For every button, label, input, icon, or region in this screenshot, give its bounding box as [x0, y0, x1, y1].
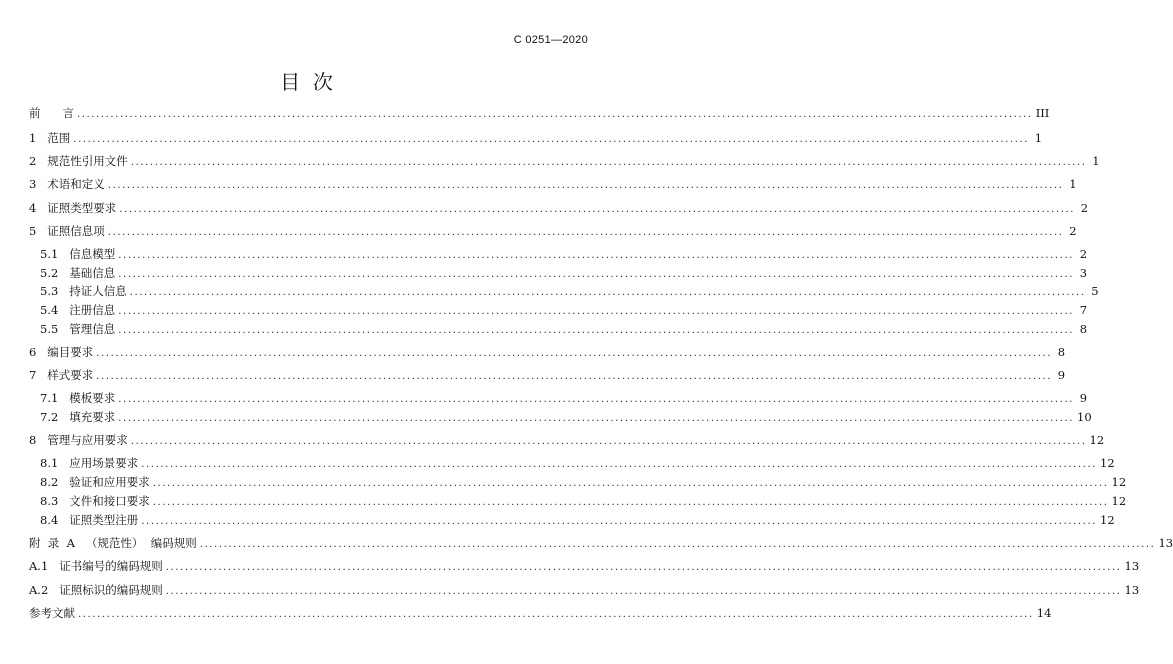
toc-entry-number: 7.2: [40, 410, 59, 424]
toc-entry-number: 5.4: [40, 303, 59, 317]
toc-leader-dots: ........................................................................................................................................................................................................: [107, 180, 1064, 191]
toc-entry[interactable]: [40, 513, 1115, 527]
toc-entry-page: 13: [1158, 536, 1173, 550]
toc-entry-page: 9: [1079, 391, 1088, 405]
toc-leader-dots: ........................................................................................................................................................................................................: [73, 134, 1030, 145]
toc-entry[interactable]: [40, 284, 1099, 298]
toc-entry-number: 5.5: [40, 322, 59, 336]
toc-entry-page: 2: [1080, 201, 1089, 215]
toc-entry-number: 5.3: [40, 284, 59, 298]
toc-entry[interactable]: [29, 433, 1105, 447]
toc-entry-title: 证书编号的编码规则: [59, 559, 163, 573]
toc-entry[interactable]: [29, 106, 1050, 120]
toc-entry[interactable]: [29, 131, 1043, 145]
toc-entry-number: 5.1: [40, 247, 59, 261]
toc-entry[interactable]: [40, 391, 1088, 405]
toc-entry-title: 注册信息: [69, 303, 116, 317]
toc-entry-page: 12: [1089, 433, 1105, 447]
toc-entry-title: 证照标识的编码规则: [59, 583, 163, 597]
toc-entry-page: 1: [1034, 131, 1043, 145]
toc-entry-title: 持证人信息: [69, 284, 127, 298]
toc-leader-dots: ........................................................................................................................................................................................................: [119, 204, 1076, 215]
toc-entry-page: 12: [1111, 494, 1127, 508]
toc-entry-title: 证照信息项: [47, 224, 105, 238]
toc-leader-dots: ........................................................................................................................................................................................................: [141, 516, 1098, 527]
toc-entry-page: 8: [1057, 345, 1066, 359]
toc-leader-dots: ........................................................................................................................................................................................................: [165, 562, 1122, 573]
toc-entry-page: 5: [1091, 284, 1099, 298]
toc-entry[interactable]: [29, 583, 1140, 597]
toc-leader-dots: ........................................................................................................................................................................................................: [152, 478, 1109, 489]
toc-entry-page: 12: [1111, 475, 1127, 489]
toc-leader-dots: ........................................................................................................................................................................................................: [118, 413, 1075, 424]
toc-entry-title: 证照类型注册: [69, 513, 139, 527]
toc-entry-number: 8.3: [40, 494, 59, 508]
toc-leader-dots: ........................................................................................................................................................................................................: [152, 497, 1109, 508]
toc-entry-number: 5.2: [40, 266, 59, 280]
toc-entry-page: 1: [1069, 177, 1077, 191]
toc-entry-title: 基础信息: [69, 266, 116, 280]
toc-leader-dots: ........................................................................................................................................................................................................: [130, 157, 1087, 168]
toc-entry-page: 14: [1036, 606, 1052, 620]
toc-entry-title: 证照类型要求: [47, 201, 117, 215]
toc-entry-number: 1: [29, 131, 37, 145]
toc-entry[interactable]: [40, 475, 1127, 489]
toc-entry-page: 10: [1077, 410, 1092, 424]
toc-entry[interactable]: [29, 559, 1140, 573]
toc-entry-number: 前: [29, 106, 41, 120]
toc-entry-title: 管理信息: [69, 322, 116, 336]
toc-entry-number: 8.2: [40, 475, 59, 489]
toc-entry[interactable]: [29, 606, 1052, 620]
toc-entry-number: 6: [29, 345, 37, 359]
toc-entry-page: 13: [1124, 559, 1140, 573]
toc-entry-page: 9: [1057, 368, 1066, 382]
toc-leader-dots: ........................................................................................................................................................................................................: [118, 250, 1075, 261]
toc-entry-title: 样式要求: [47, 368, 94, 382]
toc-entry-page: 1: [1092, 154, 1100, 168]
toc-entry-page: 2: [1079, 247, 1088, 261]
toc-entry[interactable]: [40, 303, 1088, 317]
toc-entry-number: 8.4: [40, 513, 59, 527]
toc-entry-number: A.2: [29, 583, 49, 597]
toc-entry-title: 填充要求: [69, 410, 116, 424]
toc-entry-title: 规范性引用文件: [47, 154, 128, 168]
toc-entry[interactable]: [29, 201, 1089, 215]
toc-entry-page: 2: [1069, 224, 1077, 238]
page-title: 目 次: [280, 70, 333, 94]
toc-entry[interactable]: [29, 177, 1077, 191]
toc-entry[interactable]: [40, 494, 1127, 508]
toc-leader-dots: ........................................................................................................................................................................................................: [129, 287, 1086, 298]
toc-entry-number: 8.1: [40, 456, 59, 470]
toc-entry-title: 验证和应用要求: [69, 475, 150, 489]
toc-leader-dots: ........................................................................................................................................................................................................: [118, 306, 1075, 317]
toc-entry[interactable]: [29, 224, 1077, 238]
toc-entry[interactable]: [29, 154, 1100, 168]
toc-leader-dots: ........................................................................................................................................................................................................: [96, 348, 1053, 359]
toc-entry[interactable]: [29, 536, 1173, 550]
toc-entry-page: 8: [1079, 322, 1088, 336]
toc-leader-dots: ........................................................................................................................................................................................................: [199, 539, 1156, 550]
toc-leader-dots: ........................................................................................................................................................................................................: [165, 586, 1122, 597]
toc-leader-dots: ........................................................................................................................................................................................................: [96, 371, 1053, 382]
toc-leader-dots: ........................................................................................................................................................................................................: [78, 609, 1034, 620]
toc-entry[interactable]: [29, 368, 1066, 382]
toc-entry[interactable]: [40, 322, 1088, 336]
toc-entry-number: 7.1: [40, 391, 59, 405]
toc-entry-title: 言: [62, 106, 74, 120]
toc-entry-title: 参考文献: [29, 606, 75, 620]
toc-entry-title: 编目要求: [47, 345, 94, 359]
toc-leader-dots: ........................................................................................................................................................................................................: [118, 325, 1075, 336]
toc-leader-dots: ........................................................................................................................................................................................................: [141, 459, 1098, 470]
toc-leader-dots: ........................................................................................................................................................................................................: [118, 394, 1075, 405]
toc-entry-number: 7: [29, 368, 37, 382]
toc-leader-dots: ........................................................................................................................................................................................................: [130, 436, 1087, 447]
toc-entry-title: 术语和定义: [47, 177, 105, 191]
toc-entry-title: 应用场景要求: [69, 456, 139, 470]
toc-entry-number: 4: [29, 201, 37, 215]
toc-entry[interactable]: [40, 410, 1092, 424]
toc-entry-page: III: [1035, 106, 1050, 120]
toc-entry-number: 3: [29, 177, 37, 191]
toc-entry[interactable]: [29, 345, 1066, 359]
document-code: C 0251—2020: [513, 34, 588, 46]
toc-entry-page: 3: [1079, 266, 1088, 280]
toc-entry[interactable]: [40, 266, 1088, 280]
toc-entry-title: 管理与应用要求: [47, 433, 128, 447]
toc-entry-title: 信息模型: [69, 247, 116, 261]
toc-entry[interactable]: [40, 247, 1088, 261]
toc-entry-page: 12: [1100, 513, 1115, 527]
toc-entry-number: 8: [29, 433, 37, 447]
toc-entry[interactable]: [40, 456, 1115, 470]
toc-leader-dots: ........................................................................................................................................................................................................: [76, 109, 1033, 120]
toc-entry-title: 文件和接口要求: [69, 494, 150, 508]
toc-entry-page: 7: [1079, 303, 1088, 317]
toc-entry-number: 5: [29, 224, 37, 238]
toc-leader-dots: ........................................................................................................................................................................................................: [107, 227, 1064, 238]
toc-entry-title: （规范性） 编码规则: [85, 536, 197, 550]
toc-entry-title: 模板要求: [69, 391, 116, 405]
toc-leader-dots: ........................................................................................................................................................................................................: [118, 269, 1075, 280]
toc-entry-number: 附 录 A: [29, 536, 75, 550]
toc-entry-number: A.1: [29, 559, 49, 573]
toc-entry-number: 2: [29, 154, 37, 168]
toc-entry-page: 12: [1100, 456, 1115, 470]
toc-entry-page: 13: [1124, 583, 1140, 597]
toc-entry-title: 范围: [47, 131, 71, 145]
